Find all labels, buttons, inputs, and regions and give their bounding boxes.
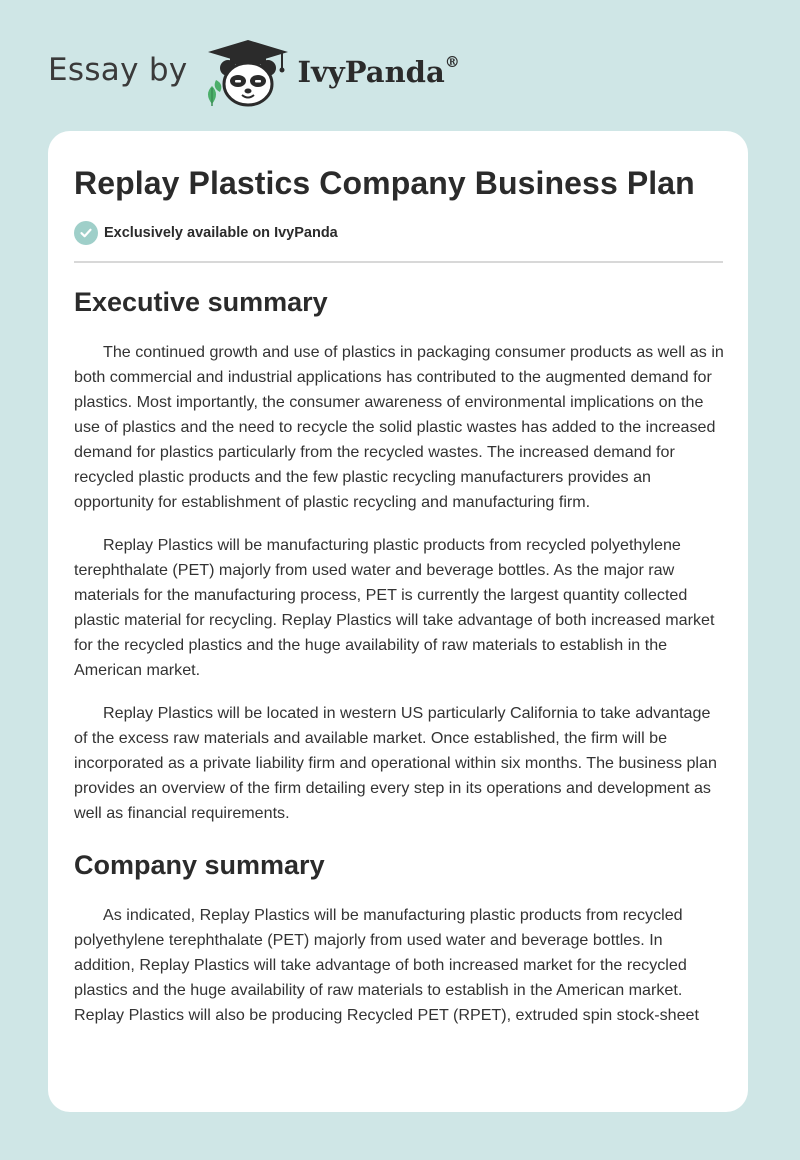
page-title: Replay Plastics Company Business Plan [74, 165, 695, 201]
brand-name[interactable]: IvyPanda® [297, 53, 460, 89]
paragraph: As indicated, Replay Plastics will be manufacturing plastic products from recycled polyethylene terephthalate (PET) majorly from used water and beverage bottles. In addition, Replay Plastics will take advantage of both increased market for the recycled plastics and the huge availability of raw materials to establish in the American market. Replay Plastics will also be producing Recycled PET (RPET), extruded spin stock-sheet [74, 906, 699, 1024]
section-heading-executive-summary: Executive summary [74, 287, 328, 317]
panda-graduate-icon [202, 36, 294, 108]
site-header [48, 36, 460, 108]
section-heading-company-summary: Company summary [74, 850, 325, 880]
paragraph: Replay Plastics will be located in western US particularly California to take advantage of the excess raw materials and available market. Once established, the firm will be incorporated as a private liability firm and operational within six months. The business plan provides an overview of the firm detailing every step in its operations and development as well as financial requirements. [74, 704, 717, 822]
essay-card [48, 131, 748, 1112]
paragraph: The continued growth and use of plastics in packaging consumer products as well as in both commercial and industrial applications has contributed to the augmented demand for plastics. Most importantly, the consumer awareness of environmental implications on the use of plastics and the need to recycle the solid plastic wastes has added to the increased demand for plastics particularly from the recycled wastes. The increased demand for recycled plastic products and the few plastic recycling manufacturers provides an opportunity for establishment of plastic recycling and manufacturing firm. [74, 343, 724, 511]
paragraph: Replay Plastics will be manufacturing plastic products from recycled polyethylene terephthalate (PET) majorly from used water and beverage bottles. As the major raw materials for the manufacturing process, PET is currently the largest quantity collected plastic material for recycling. Replay Plastics will take advantage of both increased market for the recycled plastics and the huge availability of raw materials to establish in the American market. [74, 536, 715, 679]
exclusive-badge-label: Exclusively available on IvyPanda [104, 225, 338, 241]
title-divider [74, 261, 723, 263]
exclusive-badge [74, 221, 338, 245]
essay-body [74, 281, 724, 1046]
essay-by-label: Essay by [48, 52, 188, 88]
check-circle-icon [74, 221, 98, 245]
